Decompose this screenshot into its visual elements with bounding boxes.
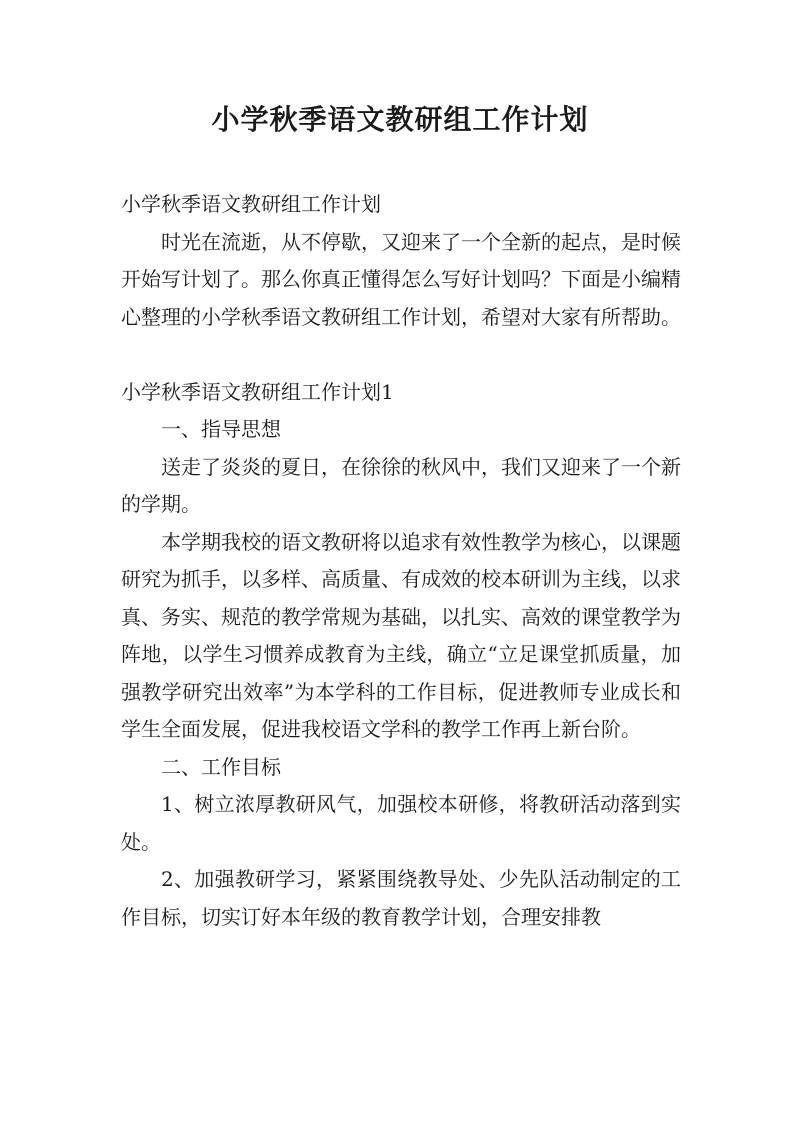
heading-work-goals: 二、工作目标 — [161, 754, 281, 779]
document-body — [121, 186, 681, 936]
paragraph-new-semester: 送走了炎炎的夏日，在徐徐的秋风中，我们又迎来了一个新的学期。 — [121, 454, 681, 516]
list-item-goal-1: 1、树立浓厚教研风气，加强校本研修，将教研活动落到实处。 — [121, 792, 681, 854]
heading-guiding-ideology: 一、指导思想 — [161, 417, 281, 441]
list-item-goal-2: 2、加强教研学习，紧紧围绕教导处、少先队活动制定的工作目标，切实订好本年级的教育教学计划，合理安排教 — [121, 867, 681, 929]
blank-line — [121, 336, 681, 374]
section-title: 小学秋季语文教研组工作计划1 — [121, 379, 394, 404]
intro-paragraph: 时光在流逝，从不停歇，又迎来了一个全新的起点，是时候开始写计划了。那么你真正懂得怎么写好计划吗？下面是小编精心整理的小学秋季语文教研组工作计划，希望对大家有所帮助。 — [121, 229, 681, 329]
paragraph-teaching-research: 本学期我校的语文教研将以追求有效性教学为核心，以课题研究为抓手，以多样、高质量、有成效的校本研训为主线，以求真、务实、规范的教学常规为基础，以扎实、高效的课堂教学为阵地，以学生习惯养成教育为主线，确立“立足课堂抓质量，加强教学研究出效率”为本学科的工作目标，促进教师专业成长和学生全面发展，促进我校语文学科的教学工作再上新台阶。 — [121, 529, 681, 741]
document-subtitle: 小学秋季语文教研组工作计划 — [121, 192, 381, 216]
document-title: 小学秋季语文教研组工作计划 — [211, 103, 589, 136]
